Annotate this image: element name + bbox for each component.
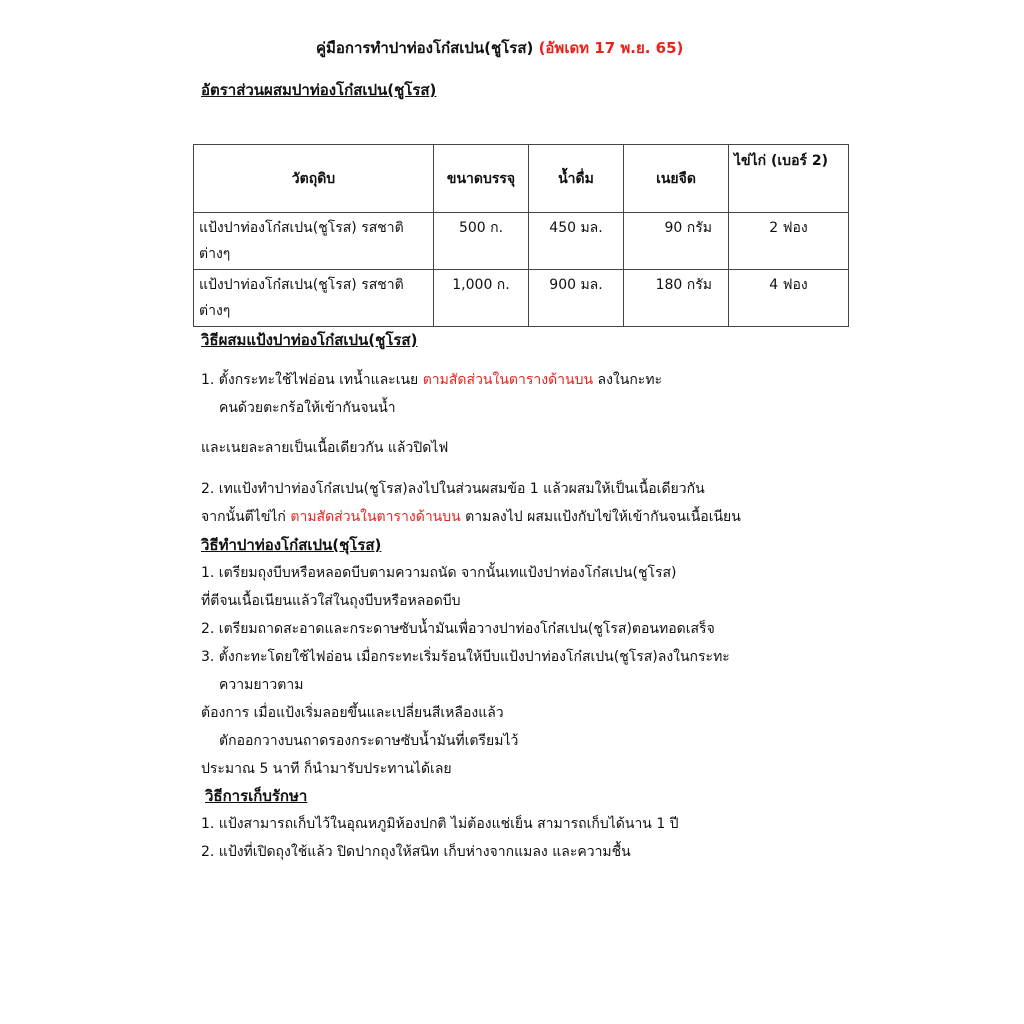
cell-egg: 4 ฟอง [729, 270, 849, 327]
making-line: ต้องการ เมื่อแป้งเริ่มลอยขึ้นและเปลี่ยนสีเหลืองแล้ว [201, 705, 504, 721]
making-line: ที่ตีจนเนื้อเนียนแล้วใส่ในถุงบีบหรือหลอดบีบ [201, 593, 461, 609]
mixing-step-1-text: 1. ตั้งกระทะใช้ไฟอ่อน เทน้ำและเนย [201, 372, 423, 388]
page-title [316, 38, 683, 58]
table-row [194, 270, 849, 327]
table-header-row [194, 145, 849, 213]
title-update: (อัพเดท 17 พ.ย. 65) [538, 39, 684, 57]
mixing-step-1-tail: ลงในกะทะ [593, 372, 663, 388]
header-butter: เนยจืด [624, 145, 729, 213]
mixing-step-2-highlight: ตามสัดส่วนในตารางด้านบน [290, 509, 461, 525]
making-heading: วิธีทำปาท่องโก๋สเปน(ชุโรส) [201, 536, 382, 554]
header-ingredient: วัตถุดิบ [194, 145, 434, 213]
cell-butter: 90 กรัม [624, 213, 729, 270]
cell-package-size: 500 ก. [434, 213, 529, 270]
making-line: ตักออกวางบนถาดรองกระดาษซับน้ำมันที่เตรียมไว้ [219, 733, 519, 749]
storage-line: 2. แป้งที่เปิดถุงใช้แล้ว ปิดปากถุงให้สนิท เก็บห่างจากแมลง และความชื้น [201, 844, 631, 860]
cell-ingredient: แป้งปาท่องโก๋สเปน(ชูโรส) รสชาติต่างๆ [194, 213, 434, 270]
header-egg: ไข่ไก่ (เบอร์ 2) [729, 145, 849, 213]
cell-package-size: 1,000 ก. [434, 270, 529, 327]
mixing-heading: วิธีผสมแป้งปาท่องโก๋สเปน(ชูโรส) [201, 331, 418, 349]
cell-egg: 2 ฟอง [729, 213, 849, 270]
header-package-size: ขนาดบรรจุ [434, 145, 529, 213]
making-line: 3. ตั้งกะทะโดยใช้ไฟอ่อน เมื่อกระทะเริ่มร้อนให้บีบแป้งปาท่องโก๋สเปน(ชูโรส)ลงในกระทะ [201, 649, 730, 665]
making-line: ประมาณ 5 นาที ก็นำมารับประทานได้เลย [201, 761, 452, 777]
title-main: คู่มือการทำปาท่องโก๋สเปน(ชูโรส) [316, 39, 534, 57]
mixing-step-1-line-3: และเนยละลายเป็นเนื้อเดียวกัน แล้วปิดไฟ [201, 440, 449, 456]
ratio-table [193, 144, 849, 327]
storage-line: 1. แป้งสามารถเก็บไว้ในอุณหภูมิห้องปกติ ไม่ต้องแช่เย็น สามารถเก็บได้นาน 1 ปี [201, 816, 679, 832]
mixing-step-1-highlight: ตามสัดส่วนในตารางด้านบน [422, 372, 594, 388]
mixing-step-2-text: จากนั้นตีไข่ไก่ [201, 509, 291, 525]
mixing-step-2-tail: ตามลงไป ผสมแป้งกับไข่ให้เข้ากันจนเนื้อเนียน [460, 509, 741, 525]
mixing-step-2-line-2 [201, 507, 741, 527]
table-row [194, 213, 849, 270]
header-water: น้ำดื่ม [529, 145, 624, 213]
making-line: 2. เตรียมถาดสะอาดและกระดาษซับน้ำมันเพื่อวางปาท่องโก๋สเปน(ชูโรส)ตอนทอดเสร็จ [201, 621, 715, 637]
mixing-step-1 [201, 370, 662, 390]
storage-heading: วิธีการเก็บรักษา [205, 787, 308, 805]
making-line: 1. เตรียมถุงบีบหรือหลอดบีบตามความถนัด จากนั้นเทแป้งปาท่องโก๋สเปน(ชูโรส) [201, 565, 677, 581]
mixing-step-1-line-2: คนด้วยตะกร้อให้เข้ากันจนน้ำ [219, 400, 396, 416]
mixing-step-2: 2. เทแป้งทำปาท่องโก๋สเปน(ชูโรส)ลงไปในส่วนผสมข้อ 1 แล้วผสมให้เป็นเนื้อเดียวกัน [201, 481, 705, 497]
ratio-heading: อัตราส่วนผสมปาท่องโก๋สเปน(ชูโรส) [201, 81, 437, 99]
cell-water: 900 มล. [529, 270, 624, 327]
cell-ingredient: แป้งปาท่องโก๋สเปน(ชูโรส) รสชาติต่างๆ [194, 270, 434, 327]
making-line: ความยาวตาม [219, 677, 304, 693]
cell-butter: 180 กรัม [624, 270, 729, 327]
cell-water: 450 มล. [529, 213, 624, 270]
